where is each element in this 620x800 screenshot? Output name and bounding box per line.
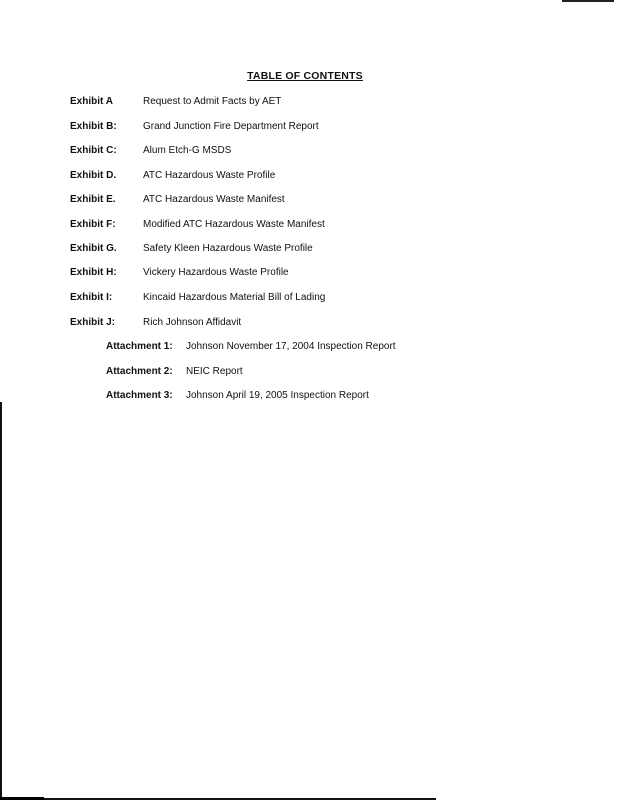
exhibit-label: Exhibit I:: [70, 292, 113, 303]
page-title: TABLE OF CONTENTS: [247, 70, 363, 82]
exhibit-label: Exhibit H:: [70, 267, 117, 278]
attachment-entry: [106, 341, 396, 352]
attachment-entry: [106, 366, 243, 377]
exhibit-label: Exhibit E.: [70, 194, 116, 205]
attachment-label: Attachment 3:: [106, 390, 173, 401]
toc-entry: [70, 96, 281, 107]
toc-entry: [70, 292, 325, 303]
exhibit-description: Alum Etch-G MSDS: [143, 145, 232, 156]
attachment-entry: [106, 390, 369, 401]
scan-edge-line: [0, 402, 2, 800]
exhibit-label: Exhibit G.: [70, 243, 117, 254]
exhibit-label: Exhibit J:: [70, 317, 116, 328]
exhibit-label: Exhibit C:: [70, 145, 117, 156]
exhibit-description: Modified ATC Hazardous Waste Manifest: [143, 219, 325, 230]
attachment-description: Johnson April 19, 2005 Inspection Report: [186, 390, 369, 401]
toc-entry: [70, 121, 319, 132]
exhibit-description: Request to Admit Facts by AET: [143, 96, 282, 107]
attachment-label: Attachment 1:: [106, 341, 173, 352]
exhibit-description: Safety Kleen Hazardous Waste Profile: [143, 243, 313, 254]
exhibit-label: Exhibit F:: [70, 219, 116, 230]
exhibit-description: Grand Junction Fire Department Report: [143, 121, 319, 132]
exhibit-label: Exhibit B:: [70, 121, 117, 132]
attachment-description: NEIC Report: [186, 366, 243, 377]
exhibit-description: Vickery Hazardous Waste Profile: [143, 267, 289, 278]
toc-entry: [70, 145, 231, 156]
attachment-description: Johnson November 17, 2004 Inspection Report: [186, 341, 396, 352]
toc-entry: [70, 243, 313, 254]
toc-entry: [70, 317, 241, 328]
toc-entry: [70, 219, 325, 230]
attachment-label: Attachment 2:: [106, 366, 173, 377]
toc-entry: [70, 267, 289, 278]
exhibit-description: ATC Hazardous Waste Profile: [143, 170, 276, 181]
exhibit-label: Exhibit A: [70, 96, 113, 107]
toc-entry: [70, 170, 275, 181]
exhibit-description: ATC Hazardous Waste Manifest: [143, 194, 285, 205]
exhibit-description: Kincaid Hazardous Material Bill of Lading: [143, 292, 326, 303]
exhibit-label: Exhibit D.: [70, 170, 117, 181]
exhibit-description: Rich Johnson Affidavit: [143, 317, 242, 328]
toc-entry: [70, 194, 285, 205]
scan-edge-line: [562, 0, 614, 2]
